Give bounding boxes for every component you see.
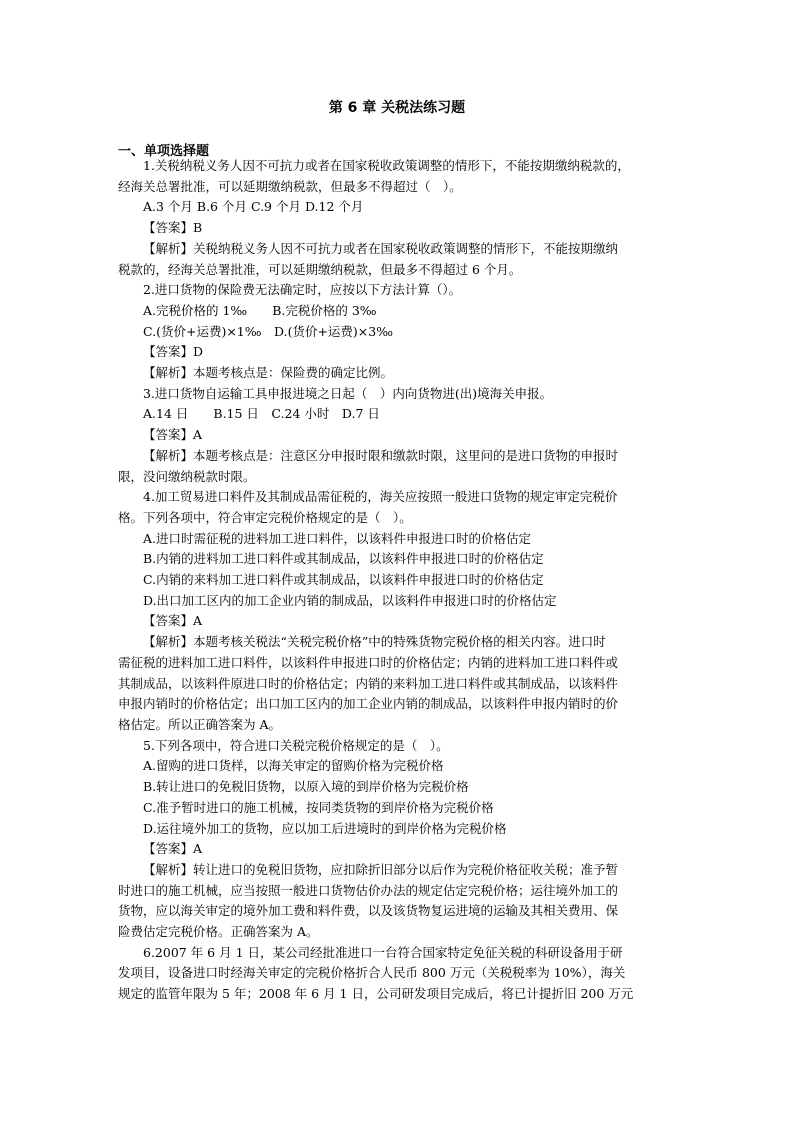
- text-line: 【答案】A: [143, 841, 203, 857]
- text-line: 其制成品，以该料件原进口时的价格估定；内销的来料加工进口料件或其制成品，以该料件: [118, 675, 619, 691]
- page-title: 第 6 章 关税法练习题: [328, 100, 466, 116]
- text-line: 【解析】转让进口的免税旧货物，应扣除折旧部分以后作为完税价格征收关税；准予暂: [143, 861, 619, 877]
- text-line: 险费估定完税价格。正确答案为 A。: [118, 924, 319, 940]
- text-line: 格估定。所以正确答案为 A。: [118, 716, 282, 732]
- text-line: 【解析】本题考核点是：注意区分申报时限和缴款时限，这里问的是进口货物的申报时: [143, 447, 619, 463]
- text-line: 2.进口货物的保险费无法确定时，应按以下方法计算（）。: [143, 282, 462, 298]
- document-body: [118, 156, 678, 1005]
- text-line: 规定的监管年限为 5 年；2008 年 6 月 1 日，公司研发项目完成后，将已计提折旧 200 万元: [118, 986, 634, 1002]
- text-line: 限，没问缴纳税款时限。: [118, 468, 256, 484]
- text-line: 需征税的进料加工进口料件，以该料件申报进口时的价格估定；内销的进料加工进口料件或: [118, 654, 619, 670]
- text-line: A.留购的进口货样，以海关审定的留购价格为完税价格: [143, 758, 444, 774]
- text-line: 格。下列各项中，符合审定完税价格规定的是（ ）。: [118, 509, 412, 525]
- text-line: B.转让进口的免税旧货物，以原入境的到岸价格为完税价格: [143, 779, 469, 795]
- text-line: A.进口时需征税的进料加工进口料件，以该料件申报进口时的价格估定: [143, 530, 532, 546]
- text-line: 3.进口货物自运输工具申报进境之日起（ ）内向货物进(出)境海关申报。: [143, 385, 553, 401]
- text-line: 申报内销时的价格估定；出口加工区内的加工企业内销的制成品，以该料件申报内销时的价: [118, 696, 619, 712]
- text-line: 5.下列各项中，符合进口关税完税价格规定的是（ ）。: [143, 737, 449, 753]
- text-line: 6.2007 年 6 月 1 日，某公司经批准进口一台符合国家特定免征关税的科研设备用于研: [143, 944, 623, 960]
- text-line: C.内销的来料加工进口料件或其制成品，以该料件申报进口时的价格估定: [143, 572, 544, 588]
- text-line: 【答案】A: [143, 613, 203, 629]
- text-line: 【答案】D: [143, 344, 204, 360]
- text-line: 发项目，设备进口时经海关审定的完税价格折合人民币 800 万元（关税税率为 10%），海关: [118, 965, 626, 981]
- text-line: A.3 个月 B.6 个月 C.9 个月 D.12 个月: [143, 199, 364, 215]
- text-line: 税款的，经海关总署批准，可以延期缴纳税款，但最多不得超过 6 个月。: [118, 261, 522, 277]
- text-line: 【解析】本题考核点是：保险费的确定比例。: [143, 365, 394, 381]
- text-line: A.完税价格的 1‰ B.完税价格的 3‰: [143, 302, 377, 318]
- text-line: 货物，应以海关审定的境外加工费和料件费，以及该货物复运进境的运输及其相关费用、保: [118, 903, 619, 919]
- text-line: 1.关税纳税义务人因不可抗力或者在国家税收政策调整的情形下，不能按期缴纳税款的，: [143, 158, 630, 173]
- text-line: A.14 日 B.15 日 C.24 小时 D.7 日: [143, 406, 380, 422]
- text-line: C.(货价+运费)×1‰ D.(货价+运费)×3‰: [143, 323, 393, 339]
- text-line: 4.加工贸易进口料件及其制成品需征税的，海关应按照一般进口货物的规定审定完税价: [143, 489, 618, 505]
- text-line: D.出口加工区内的加工企业内销的制成品，以该料件申报进口时的价格估定: [143, 592, 557, 608]
- text-line: 【答案】A: [143, 427, 203, 443]
- text-line: 经海关总署批准，可以延期缴纳税款，但最多不得超过（ ）。: [118, 178, 462, 194]
- text-line: B.内销的进料加工进口料件或其制成品，以该料件申报进口时的价格估定: [143, 551, 544, 567]
- text-line: 【解析】本题考核关税法“关税完税价格”中的特殊货物完税价格的相关内容。进口时: [143, 634, 606, 650]
- section-heading: 一、单项选择题: [118, 144, 210, 159]
- text-line: C.准予暂时进口的施工机械，按同类货物的到岸价格为完税价格: [143, 799, 494, 815]
- text-line: 【解析】关税纳税义务人因不可抗力或者在国家税收政策调整的情形下，不能按期缴纳: [143, 240, 619, 256]
- text-line: 【答案】B: [143, 220, 203, 236]
- text-line: D.运往境外加工的货物，应以加工后进境时的到岸价格为完税价格: [143, 820, 507, 836]
- text-line: 时进口的施工机械，应当按照一般进口货物估价办法的规定估定完税价格；运往境外加工的: [118, 882, 619, 898]
